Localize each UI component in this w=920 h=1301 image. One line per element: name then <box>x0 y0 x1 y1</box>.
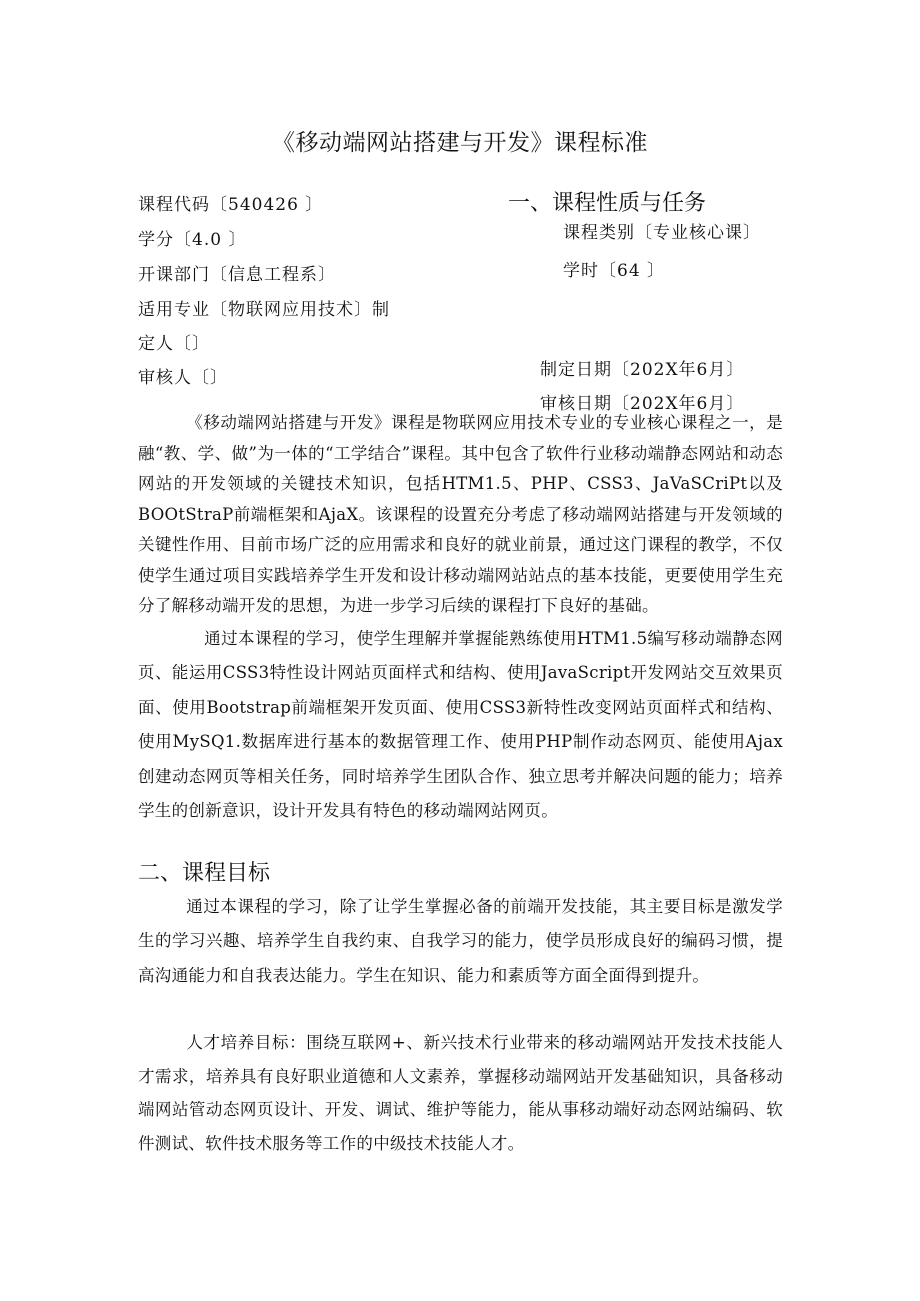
course-author: 定人〔〕 <box>138 334 210 354</box>
section-heading-objectives: 二、课程目标 <box>138 861 271 886</box>
review-date: 审核日期〔202X年6月〕 <box>540 394 745 414</box>
course-department: 开课部门〔信息工程系〕 <box>138 265 336 285</box>
applicable-major: 适用专业〔物联网应用技术〕制 <box>138 300 390 320</box>
paragraph-course-nature: 《移动端网站搭建与开发》课程是物联网应用技术专业的专业核心课程之一，是融“教、学、做”为一体的“工学结合”课程。其中包含了软件行业移动端静态网站和动态网站的开发领域的关键技术知识，包括HTM1.5、PHP、CSS3、JaVaSCriPt以及BOOtStraP前端框架和AjaX。该课程的设置充分考虑了移动端网站搭建与开发领域的关键性作用、目前市场广泛的应用需求和良好的就业前景，通过这门课程的教学，不仅使学生通过项目实践培养学生开发和设计移动端网站站点的基本技能，更要使用学生充分了解移动端开发的思想，为进一步学习后续的课程打下良好的基础。 <box>138 413 783 615</box>
course-category: 课程类别〔专业核心课〕 <box>563 223 761 243</box>
paragraph-talent-goal: 人才培养目标：围绕互联网+、新兴技术行业带来的移动端网站开发技术技能人才需求，培养具有良好职业道德和人文素养，掌握移动端网站开发基础知识，具备移动端网站管动态网页设计、开发、调试、维护等能力，能从事移动端好动态网站编码、软件测试、软件技术服务等工作的中级技术技能人才。 <box>138 1033 783 1153</box>
course-reviewer: 审核人〔〕 <box>138 368 228 388</box>
section-heading-nature: 一、课程性质与任务 <box>508 191 707 216</box>
course-hours: 学时〔64 〕 <box>563 261 666 281</box>
paragraph-course-tasks: 通过本课程的学习，使学生理解并掌握能熟练使用HTM1.5编写移动端静态网页、能运用CSS3特性设计网站页面样式和结构、使用JavaScript开发网站交互效果页面、使用Bootstrap前端框架开发页面、使用CSS3新特性改变网站页面样式和结构、使用MySQ1.数据库进行基本的数据管理工作、使用PHP制作动态网页、能使用Ajax创建动态网页等相关任务，同时培养学生团队合作、独立思考并解决问题的能力；培养学生的创新意识，设计开发具有特色的移动端网站网页。 <box>138 629 783 821</box>
made-date: 制定日期〔202X年6月〕 <box>540 360 745 380</box>
document-title: 《移动端网站搭建与开发》课程标准 <box>272 130 648 156</box>
course-code: 课程代码〔540426 〕 <box>138 195 324 215</box>
paragraph-objectives: 通过本课程的学习，除了让学生掌握必备的前端开发技能，其主要目标是激发学生的学习兴趣、培养学生自我约束、自我学习的能力，使学员形成良好的编码习惯，提高沟通能力和自我表达能力。学生在知识、能力和素质等方面全面得到提升。 <box>138 897 783 985</box>
course-credit: 学分〔4.0 〕 <box>138 230 247 250</box>
